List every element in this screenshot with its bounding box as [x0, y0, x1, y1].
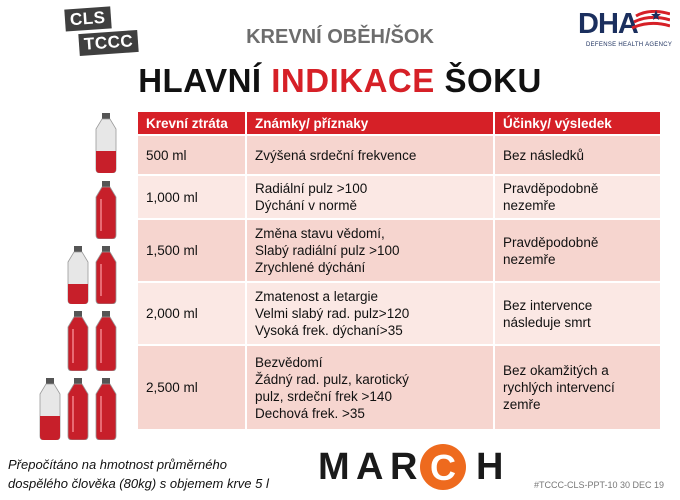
slide-subtitle: KREVNÍ OBĚH/ŠOK — [246, 26, 434, 48]
cell-signs — [246, 282, 494, 345]
blood-bottle-icon — [92, 113, 120, 173]
march-letter-r: R — [390, 446, 418, 488]
sign-line: Bezvědomí — [255, 354, 323, 370]
blood-bottle-icon — [64, 378, 92, 440]
blood-bottle-icon — [92, 246, 120, 304]
dha-logo-text: DHA — [578, 8, 638, 40]
dha-logo-subtitle: DEFENSE HEALTH AGENCY — [586, 42, 673, 48]
cell-blood-loss: 2,000 ml — [138, 282, 246, 345]
cell-blood-loss: 1,000 ml — [138, 175, 246, 219]
sign-line: Radiální pulz >100 — [255, 181, 368, 196]
sign-line: Žádný rad. pulz, karotický — [255, 371, 409, 387]
march-c-circle — [420, 444, 466, 490]
sign-line: Zvýšená srdeční frekvence — [255, 147, 417, 163]
cell-signs — [246, 345, 494, 429]
cell-signs — [246, 219, 494, 282]
sign-line: Změna stavu vědomí, — [255, 226, 385, 241]
shock-indicators-table — [138, 112, 660, 429]
badge-tccc: TCCC — [78, 30, 139, 56]
cell-blood-loss: 2,500 ml — [138, 345, 246, 429]
effect-line: Bez okamžitých a — [503, 363, 609, 378]
slide-title — [0, 62, 680, 100]
blood-bottle-icon — [36, 378, 64, 440]
blood-bottle-icon — [64, 311, 92, 371]
sign-line: Dýchání v normě — [255, 198, 358, 213]
effect-line: Pravděpodobně — [503, 181, 599, 196]
effect-line: nezemře — [503, 198, 556, 213]
blood-bottle-icon — [92, 378, 120, 440]
sign-line: Vysoká frek. dýchaní>35 — [255, 323, 403, 338]
sign-line: Dechová frek. >35 — [255, 405, 365, 421]
table-header-row — [138, 112, 660, 135]
table-row — [138, 282, 660, 345]
cell-effects — [494, 282, 660, 345]
blood-bottle-icon — [92, 181, 120, 239]
cell-effects — [494, 175, 660, 219]
sign-line: pulz, srdeční frek >140 — [255, 388, 392, 404]
header-effects-outcome: Účinky/ výsledek — [494, 112, 660, 135]
footnote — [8, 455, 269, 493]
table-row — [138, 345, 660, 429]
effect-line: Bez následků — [503, 147, 585, 163]
cell-blood-loss: 1,500 ml — [138, 219, 246, 282]
dha-logo — [578, 8, 673, 54]
effect-line: rychlých intervencí — [503, 380, 615, 395]
effect-line: nezemře — [503, 251, 556, 267]
blood-bottle-icon — [64, 246, 92, 304]
cell-effects — [494, 345, 660, 429]
sign-line: Zmatenost a letargie — [255, 289, 379, 304]
footnote-line-1: Přepočítáno na hmotnost průměrného — [8, 457, 227, 472]
cell-effects — [494, 135, 660, 175]
march-letter-c: C — [430, 447, 456, 488]
cell-effects — [494, 219, 660, 282]
effect-line: zemře — [503, 397, 541, 412]
cell-blood-loss: 500 ml — [138, 135, 246, 175]
title-part-2: ŠOKU — [434, 62, 542, 99]
effect-line: následuje smrt — [503, 314, 591, 330]
footnote-line-2: dospělého člověka (80kg) s objemem krve 5 l — [8, 476, 269, 491]
header-blood-loss: Krevní ztráta — [138, 112, 246, 135]
effect-line: Pravděpodobně — [503, 234, 599, 250]
title-highlight: INDIKACE — [271, 62, 435, 99]
march-letter-m: M — [318, 446, 350, 488]
effect-line: Bez intervence — [503, 297, 593, 313]
table-row — [138, 175, 660, 219]
march-letter-a: A — [356, 446, 384, 488]
title-part-1: HLAVNÍ — [138, 62, 272, 99]
table-row — [138, 135, 660, 175]
table-row — [138, 219, 660, 282]
march-logo — [318, 446, 508, 490]
header-signs-symptoms: Známky/ příznaky — [246, 112, 494, 135]
flag-stripes-icon — [630, 10, 670, 40]
blood-bottle-icon — [92, 311, 120, 371]
march-letter-h: H — [476, 446, 504, 488]
sign-line: Velmi slabý rad. pulz>120 — [255, 306, 410, 321]
badge-cls: CLS — [64, 6, 111, 31]
sign-line: Zrychlené dýchání — [255, 260, 366, 275]
slide-code: #TCCC-CLS-PPT-10 30 DEC 19 — [533, 480, 664, 490]
sign-line: Slabý radiální pulz >100 — [255, 243, 400, 258]
cell-signs — [246, 135, 494, 175]
cell-signs — [246, 175, 494, 219]
